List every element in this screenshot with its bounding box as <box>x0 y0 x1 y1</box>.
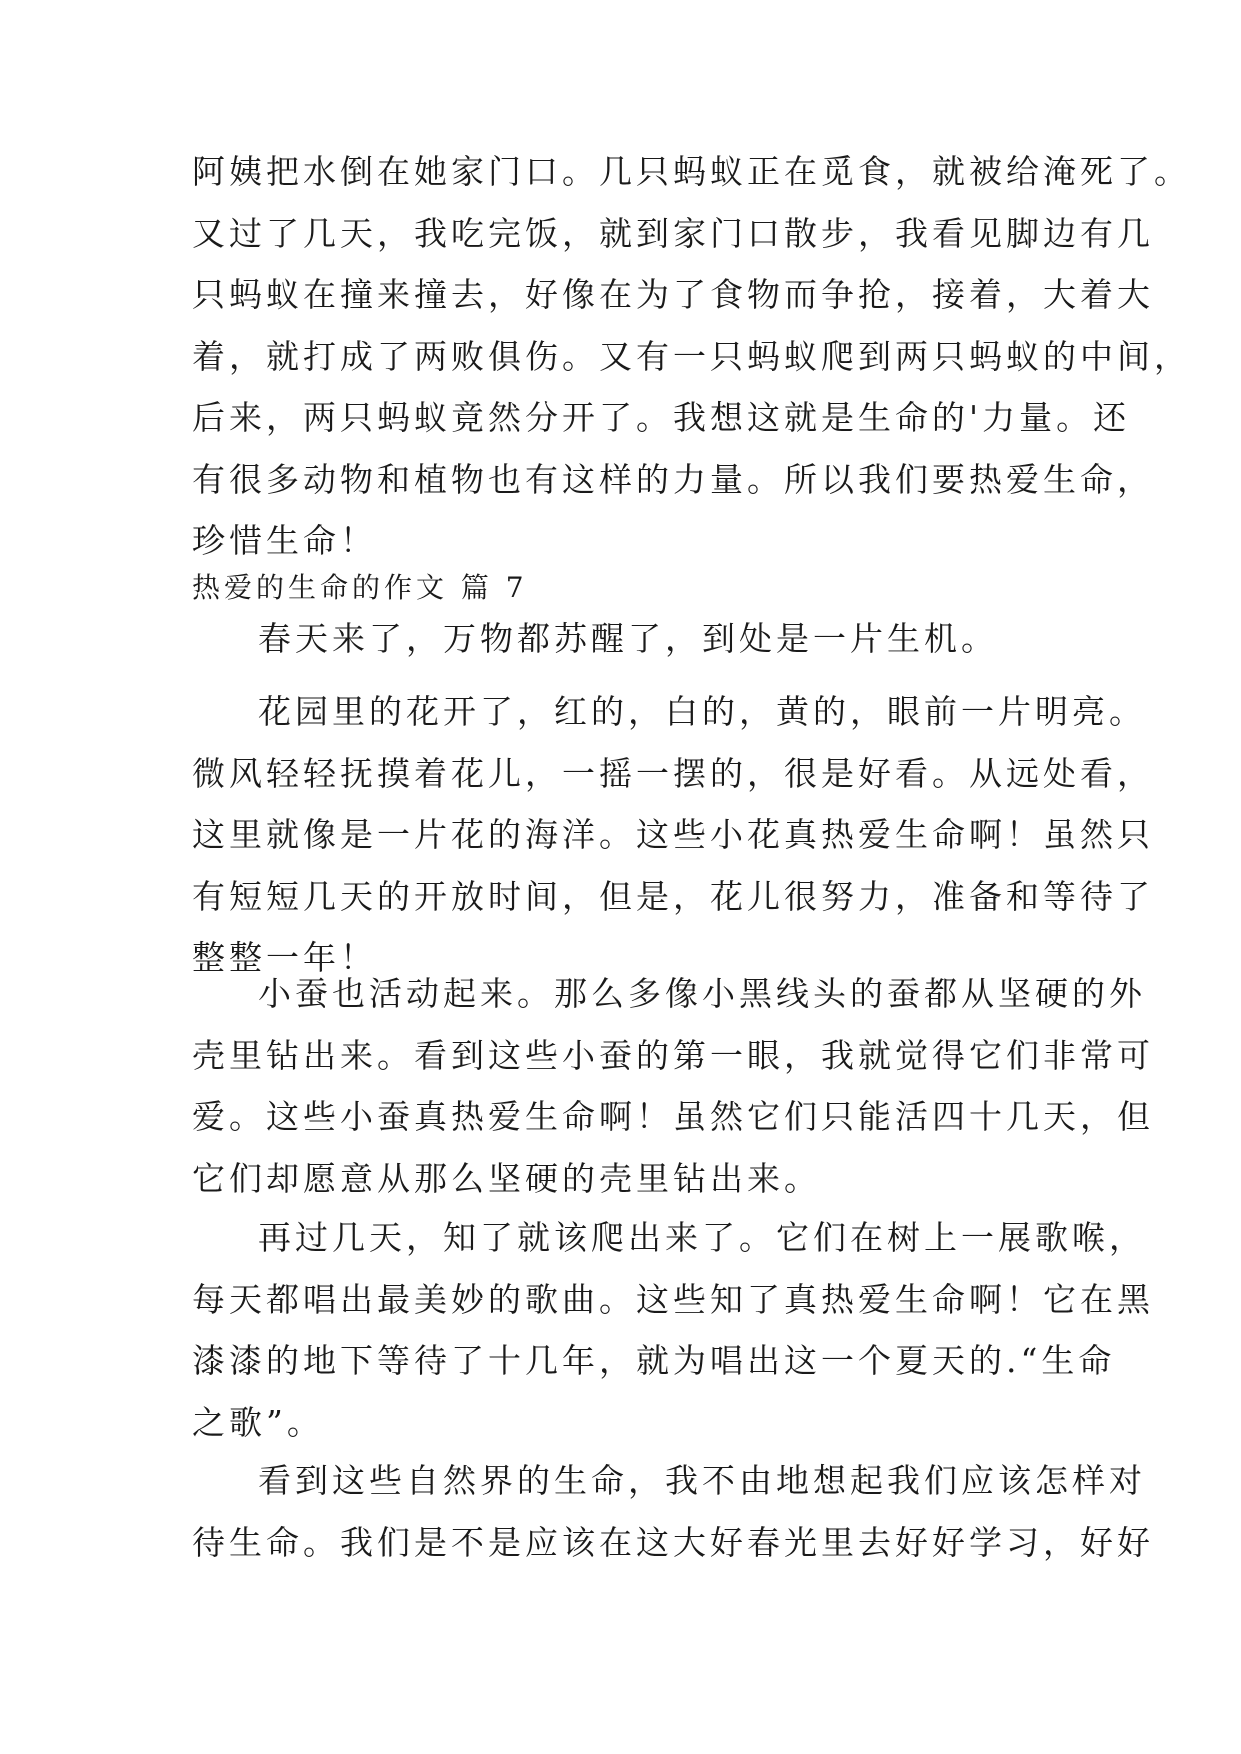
text-line: 壳里钻出来。看到这些小蚕的第一眼，我就觉得它们非常可 <box>192 1035 1154 1075</box>
text-line: 爱。这些小蚕真热爱生命啊！虽然它们只能活四十几天，但 <box>192 1097 1154 1136</box>
text-line: 着，就打成了两败俱伤。又有一只蚂蚁爬到两只蚂蚁的中间， <box>192 336 1191 376</box>
text-line: 看到这些自然界的生命，我不由地想起我们应该怎样对 <box>258 1461 1146 1500</box>
text-line: 又过了几天，我吃完饭，就到家门口散步，我看见脚边有几 <box>192 213 1154 253</box>
text-line: 待生命。我们是不是应该在这大好春光里去好好学习，好好 <box>192 1522 1154 1562</box>
text-line: 每天都唱出最美妙的歌曲。这些知了真热爱生命啊！它在黑 <box>192 1279 1154 1319</box>
paragraph <box>192 1450 1154 1573</box>
text-line: 珍惜生命！ <box>192 521 377 560</box>
text-line: 它们却愿意从那么坚硬的壳里钻出来。 <box>192 1158 821 1198</box>
text-line: 阿姨把水倒在她家门口。几只蚂蚁正在觅食，就被给淹死了。 <box>192 152 1191 191</box>
section-title: 热爱的生命的作文 篇 7 <box>192 571 528 604</box>
text-line: 春天来了，万物都苏醒了，到处是一片生机。 <box>258 619 998 658</box>
paragraph <box>192 963 1154 1209</box>
text-line: 只蚂蚁在撞来撞去，好像在为了食物而争抢，接着，大着大 <box>192 275 1154 314</box>
text-line: 后来，两只蚂蚁竟然分开了。我想这就是生命的'力量。还 <box>192 398 1131 437</box>
text-line: 小蚕也活动起来。那么多像小黑线头的蚕都从坚硬的外 <box>258 974 1146 1013</box>
text-line: 再过几天，知了就该爬出来了。它们在树上一展歌喉， <box>258 1218 1146 1257</box>
text-line: 微风轻轻抚摸着花儿，一摇一摆的，很是好看。从远处看， <box>192 753 1154 793</box>
text-line: 花园里的花开了，红的，白的，黄的，眼前一片明亮。 <box>258 692 1146 731</box>
text-line: 整整一年！ <box>192 938 377 977</box>
text-line: 有很多动物和植物也有这样的力量。所以我们要热爱生命， <box>192 459 1154 499</box>
continuation-paragraph <box>192 141 1191 572</box>
paragraph <box>192 681 1154 989</box>
text-line: 这里就像是一片花的海洋。这些小花真热爱生命啊！虽然只 <box>192 815 1154 854</box>
paragraph <box>192 1207 1154 1453</box>
text-line: 漆漆的地下等待了十几年，就为唱出这一个夏天的.“生命 <box>192 1341 1116 1380</box>
paragraph <box>192 608 1072 670</box>
text-line: 之歌”。 <box>192 1402 324 1442</box>
text-line: 有短短几天的开放时间，但是，花儿很努力，准备和等待了 <box>192 876 1154 916</box>
